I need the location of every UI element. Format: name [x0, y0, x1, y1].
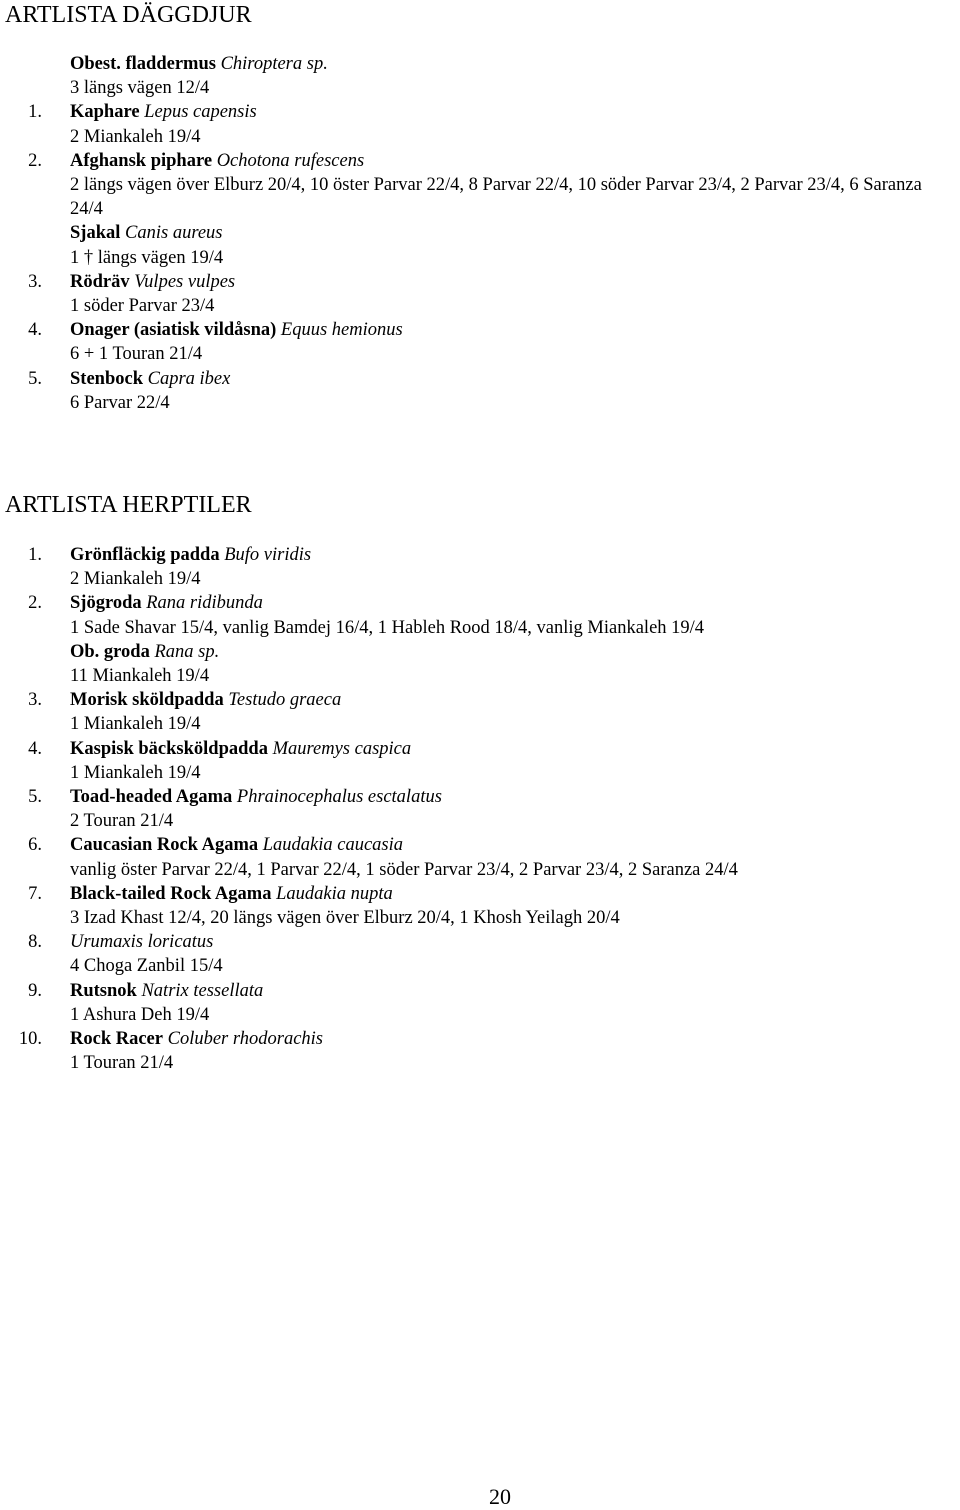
scientific-name: Lepus capensis: [144, 102, 257, 123]
scientific-name: Coluber rhodorachis: [167, 1029, 323, 1050]
observation-text: 2 längs vägen över Elburz 20/4, 10 öster Parvar 22/4, 8 Parvar 22/4, 10 söder Parvar 23/4, 2 Parvar 23/4, 6 Saranza 24/4: [70, 175, 922, 220]
observation-text: 3 Izad Khast 12/4, 20 längs vägen över Elburz 20/4, 1 Khosh Yeilagh 20/4: [70, 908, 620, 929]
observation-text: 3 längs vägen 12/4: [70, 78, 210, 99]
observation-line: [0, 391, 955, 415]
observation-text: 2 Miankaleh 19/4: [70, 126, 201, 147]
observation-line: [0, 1051, 955, 1075]
entry-number: 1.: [28, 102, 42, 123]
observation-text: 1 söder Parvar 23/4: [70, 296, 215, 317]
scientific-name: Laudakia nupta: [276, 883, 393, 904]
observation-line: [0, 342, 955, 366]
species-entry: [0, 270, 955, 318]
observation-text: vanlig öster Parvar 22/4, 1 Parvar 22/4, 1 söder Parvar 23/4, 2 Parvar 23/4, 2 Saranza 24/4: [70, 859, 738, 880]
species-name-line: [0, 100, 955, 124]
scientific-name: Natrix tessellata: [141, 980, 264, 1001]
scientific-name: Capra ibex: [147, 368, 231, 389]
scientific-name: Mauremys caspica: [272, 738, 412, 759]
observation-line: [0, 906, 955, 930]
species-entry: [0, 221, 955, 269]
scientific-name: Bufo viridis: [224, 545, 312, 565]
observation-line: [0, 712, 955, 736]
scientific-name: Ochotona rufescens: [216, 150, 365, 171]
species-name-line: [0, 221, 955, 245]
observation-line: [0, 858, 955, 882]
observation-text: 1 † längs vägen 19/4: [70, 247, 224, 268]
mammal-list-heading: ARTLISTA DÄGGDJUR: [5, 2, 252, 28]
species-name-line: [0, 52, 955, 76]
observation-text: 11 Miankaleh 19/4: [70, 666, 210, 687]
observation-text: 2 Miankaleh 19/4: [70, 569, 201, 590]
entry-number: 4.: [28, 738, 42, 759]
common-name: Caucasian Rock Agama: [70, 835, 259, 856]
observation-text: 6 Parvar 22/4: [70, 392, 170, 413]
observation-line: [0, 616, 955, 640]
species-name-line: [0, 270, 955, 294]
species-name-line: [0, 737, 955, 761]
observation-text: 1 Ashura Deh 19/4: [70, 1004, 210, 1025]
entry-number: 9.: [28, 980, 42, 1001]
common-name: Black-tailed Rock Agama: [70, 883, 272, 904]
species-entry: [0, 737, 955, 785]
observation-line: [0, 954, 955, 978]
entry-number: 3.: [28, 271, 42, 292]
species-name-line: [0, 149, 955, 173]
observation-text: 1 Miankaleh 19/4: [70, 714, 201, 735]
herptile-list-heading: ARTLISTA HERPTILER: [5, 492, 252, 518]
scientific-name: Chiroptera sp.: [220, 54, 328, 74]
species-name-line: [0, 930, 955, 954]
observation-line: [0, 567, 955, 591]
species-entry: [0, 367, 955, 415]
observation-text: 2 Touran 21/4: [70, 811, 174, 832]
observation-text: 1 Sade Shavar 15/4, vanlig Bamdej 16/4, 1 Hableh Rood 18/4, vanlig Miankaleh 19/4: [70, 617, 705, 638]
entry-number: 5.: [28, 787, 42, 808]
observation-text: 6 + 1 Touran 21/4: [70, 344, 203, 365]
species-entry: [0, 785, 955, 833]
page-number: 20: [489, 1484, 511, 1509]
species-entry: [0, 1027, 955, 1075]
observation-line: [0, 246, 955, 270]
common-name: Sjakal: [70, 223, 121, 244]
species-name-line: [0, 688, 955, 712]
species-entry: [0, 149, 955, 222]
common-name: Stenbock: [70, 368, 143, 389]
observation-line: [0, 761, 955, 785]
scientific-name: Testudo graeca: [228, 690, 342, 711]
scientific-name: Vulpes vulpes: [134, 271, 236, 292]
entry-number: 8.: [28, 932, 42, 953]
species-entry: [0, 52, 955, 100]
species-name-line: [0, 833, 955, 857]
scientific-name: Laudakia caucasia: [262, 835, 404, 856]
common-name: Rutsnok: [70, 980, 137, 1001]
observation-text: 1 Touran 21/4: [70, 1053, 174, 1074]
common-name: Rödräv: [70, 271, 130, 292]
common-name: Kaspisk bäcksköldpadda: [70, 738, 268, 759]
scientific-name: Rana sp.: [154, 641, 220, 662]
entry-number: 10.: [18, 1029, 42, 1050]
observation-line: [0, 1003, 955, 1027]
common-name: Morisk sköldpadda: [70, 690, 224, 711]
common-name: Kaphare: [70, 102, 140, 123]
common-name: Toad-headed Agama: [70, 787, 233, 808]
scientific-name: Rana ridibunda: [146, 593, 263, 614]
species-name-line: [0, 318, 955, 342]
observation-line: [0, 294, 955, 318]
observation-line: [0, 76, 955, 100]
species-entry: [0, 882, 955, 930]
species-entry: [0, 688, 955, 736]
scientific-name: Canis aureus: [125, 223, 223, 244]
observation-text: 4 Choga Zanbil 15/4: [70, 956, 223, 977]
common-name: Sjögroda: [70, 593, 142, 614]
species-name-line: [0, 1027, 955, 1051]
species-entry: [0, 833, 955, 881]
entry-number: 3.: [28, 690, 42, 711]
species-entry: [0, 100, 955, 148]
common-name: Ob. groda: [70, 641, 150, 662]
species-entry: [0, 591, 955, 639]
common-name: Onager (asiatisk vildåsna): [70, 320, 277, 341]
entry-number: 4.: [28, 320, 42, 341]
species-name-line: [0, 882, 955, 906]
observation-text: 1 Miankaleh 19/4: [70, 762, 201, 783]
species-entry: [0, 640, 955, 688]
species-name-line: [0, 979, 955, 1003]
entry-number: 6.: [28, 835, 42, 856]
species-entry: [0, 543, 955, 591]
species-name-line: [0, 543, 955, 567]
observation-line: [0, 173, 955, 221]
species-entry: [0, 930, 955, 978]
mammal-species-list: [0, 52, 955, 415]
species-name-line: [0, 591, 955, 615]
species-name-line: [0, 640, 955, 664]
scientific-name: Urumaxis loricatus: [70, 932, 214, 953]
entry-number: 2.: [28, 150, 42, 171]
common-name: Afghansk piphare: [70, 150, 213, 171]
scientific-name: Equus hemionus: [280, 320, 403, 341]
entry-number: 7.: [28, 883, 42, 904]
entry-number: 5.: [28, 368, 42, 389]
common-name: Grönfläckig padda: [70, 545, 220, 565]
entry-number: 2.: [28, 593, 42, 614]
observation-line: [0, 809, 955, 833]
entry-number: 1.: [28, 545, 42, 565]
species-name-line: [0, 785, 955, 809]
herptile-species-list: [0, 543, 955, 1075]
observation-line: [0, 125, 955, 149]
observation-line: [0, 664, 955, 688]
species-entry: [0, 979, 955, 1027]
common-name: Rock Racer: [70, 1029, 163, 1050]
species-name-line: [0, 367, 955, 391]
scientific-name: Phrainocephalus esctalatus: [236, 787, 442, 808]
common-name: Obest. fladdermus: [70, 54, 216, 74]
species-entry: [0, 318, 955, 366]
